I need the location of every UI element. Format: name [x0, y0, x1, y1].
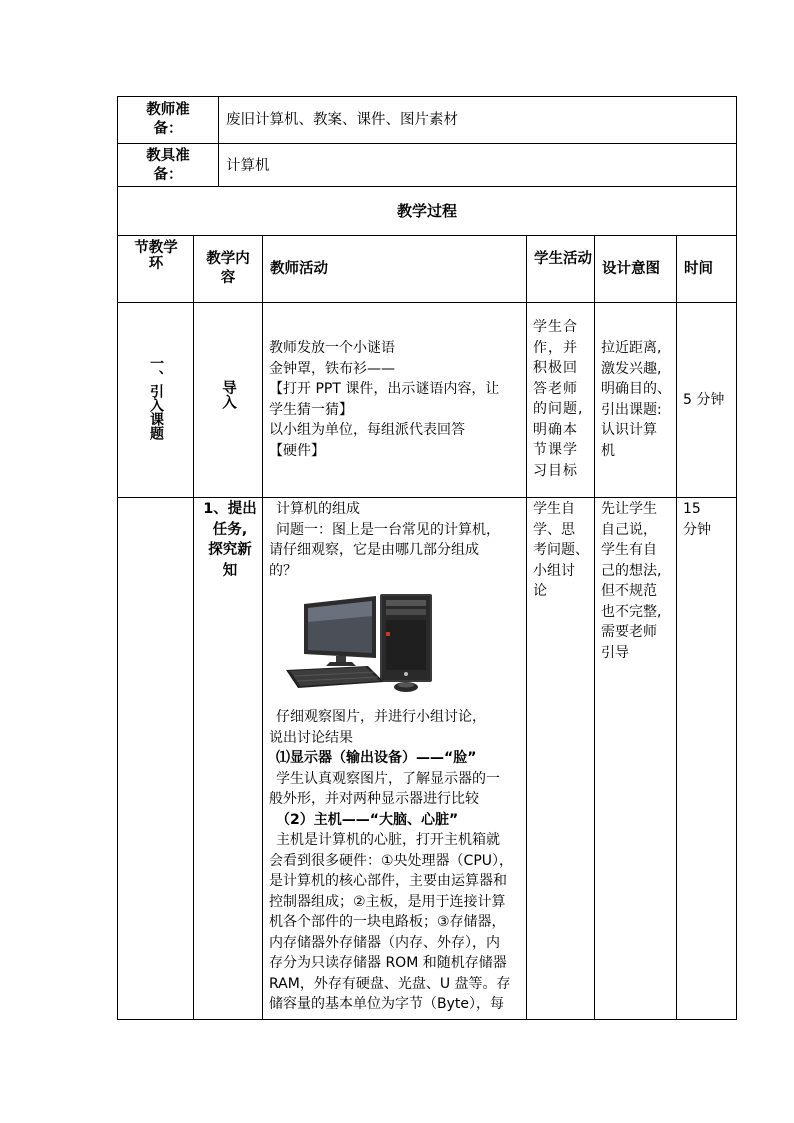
section2-teacher-line: 请仔细观察，它是由哪几部分组成	[269, 542, 479, 558]
table-border	[526, 235, 527, 1019]
table-border	[117, 96, 118, 1019]
section2-teacher-line: 储容量的基本单位为字节（Byte），每	[269, 996, 504, 1012]
section2-time	[683, 499, 733, 540]
section1-student-line: 学生合	[533, 319, 578, 335]
section1-intent-line: 激发兴趣,	[601, 360, 662, 377]
section1-student-activity	[533, 317, 593, 481]
section1-teacher-line: 教师发放一个小谜语	[269, 340, 395, 356]
section2-intent-line: 也不完整,	[601, 603, 662, 620]
section2-intent-line: 己的想法,	[601, 562, 662, 579]
section2-teacher-line: 问题一：图上是一台常见的计算机，	[276, 521, 500, 538]
section2-time-line: 15	[683, 501, 701, 517]
section2-student-line: 论	[533, 583, 547, 599]
header-intent: 设计意图	[602, 261, 660, 277]
process-title: 教学过程	[396, 202, 457, 220]
section1-intent	[601, 338, 677, 461]
header-teacher: 教师活动	[270, 261, 328, 277]
section2-content-line: 任务,	[212, 521, 248, 538]
table-border	[117, 302, 737, 303]
section1-teacher-line: 学生猜一猜】	[269, 401, 353, 418]
section2-student-line: 学生自	[533, 501, 575, 517]
section1-time: 5 分钟	[683, 392, 725, 408]
section2-teacher-body	[269, 707, 525, 1015]
header-student: 学生活动	[534, 251, 592, 267]
section1-student-line: 的问题,	[533, 401, 584, 417]
section2-teacher-line: 学生认真观察图片，了解显示器的一	[276, 770, 500, 787]
header-time: 时间	[684, 261, 713, 277]
section1-intent-line: 认识计算	[601, 422, 657, 438]
header-stage: 节教学环	[134, 240, 178, 272]
section2-intent-line: 需要老师	[601, 624, 657, 640]
section1-content: 导入	[220, 380, 236, 409]
section2-content-line: 1、提出	[203, 501, 257, 517]
section2-teacher-line: RAM，外存有硬盘、光盘、U 盘等。存	[269, 975, 511, 992]
tools-prep-value: 计算机	[226, 158, 270, 174]
table-border	[262, 235, 263, 1019]
section2-student-line: 学、思	[533, 521, 575, 538]
section2-student-line: 小组讨	[533, 562, 575, 579]
section2-teacher-line: 说出讨论结果	[269, 729, 353, 746]
table-border	[736, 96, 737, 1019]
tools-prep-label: 教具准备：	[146, 148, 190, 183]
section2-content	[198, 499, 262, 581]
section2-content-line: 探究新	[208, 542, 252, 558]
section1-stage: 一、引入课题	[148, 356, 164, 440]
table-border	[117, 143, 737, 144]
section2-teacher-line: 仔细观察图片，并进行小组讨论，	[276, 709, 486, 725]
section1-student-line: 积极回	[533, 360, 578, 376]
table-border	[193, 235, 194, 1019]
section2-content-line: 知	[222, 562, 238, 579]
section2-teacher-line: 的？	[269, 562, 297, 579]
section2-student-line: 考问题、	[533, 542, 589, 558]
section2-intent-line: 但不规范	[601, 583, 657, 599]
section1-intent-line: 引出课题:	[601, 401, 662, 418]
section2-teacher-line: 会看到很多硬件：①央处理器（CPU），	[269, 852, 514, 869]
table-border	[218, 96, 219, 186]
table-border	[117, 497, 737, 498]
section2-teacher-line: 主机是计算机的心脏，打开主机箱就	[276, 832, 500, 848]
section2-teacher-line: 内存储器外存储器（内存、外存），内	[269, 934, 500, 951]
section1-student-line: 明确本	[533, 421, 578, 438]
teacher-prep-label: 教师准备：	[146, 102, 190, 137]
teacher-prep-value: 废旧计算机、教案、课件、图片素材	[226, 112, 458, 128]
section1-intent-line: 机	[601, 442, 615, 459]
table-border	[117, 96, 737, 97]
section2-teacher-line: 控制器组成；②主板，是用于连接计算	[269, 893, 506, 910]
monitor-heading: ⑴显示器（输出设备）——“脸”	[276, 750, 477, 766]
section1-teacher-line: 金钟罩，铁布衫——	[269, 360, 395, 377]
section2-teacher-line: 是计算机的核心部件，主要由运算器和	[269, 873, 507, 889]
section2-teacher-line: 机各个部件的一块电路板；③存储器，	[269, 914, 506, 930]
section2-intent-line: 引导	[601, 644, 629, 661]
table-border	[117, 235, 737, 236]
section2-intent-line: 自己说，	[601, 521, 657, 538]
section2-time-line: 分钟	[683, 521, 711, 538]
section2-teacher-line: 般外形，并对两种显示器进行比较	[269, 791, 479, 807]
section1-student-line: 习目标	[533, 462, 578, 479]
section2-intent	[601, 499, 677, 663]
section2-teacher-line: 计算机的组成	[276, 501, 360, 517]
section2-teacher-line: 存分为只读存储器 ROM 和随机存储器	[269, 955, 507, 971]
section2-intent-line: 先让学生	[601, 501, 657, 517]
section1-teacher-activity	[269, 338, 525, 461]
section1-intent-line: 明确目的、	[601, 381, 671, 397]
table-border	[117, 186, 737, 187]
header-content: 教学内容	[206, 251, 250, 286]
section2-teacher-intro	[269, 499, 525, 581]
section1-teacher-line: 以小组为单位，每组派代表回答	[269, 422, 465, 438]
section1-intent-line: 拉近距离,	[601, 340, 662, 356]
section1-student-line: 节课学	[533, 442, 578, 458]
section1-teacher-line: 【硬件】	[269, 442, 325, 459]
computer-illustration	[282, 592, 440, 694]
section1-student-line: 答老师	[533, 380, 578, 397]
table-border	[594, 235, 595, 1019]
section1-student-line: 作，并	[533, 339, 578, 356]
section1-teacher-line: 【打开 PPT 课件，出示谜语内容，让	[269, 381, 500, 397]
host-heading: （2）主机——“大脑、心脏”	[276, 811, 459, 828]
table-border	[117, 1019, 737, 1020]
section2-intent-line: 学生有自	[601, 542, 657, 558]
section2-student-activity	[533, 499, 595, 602]
